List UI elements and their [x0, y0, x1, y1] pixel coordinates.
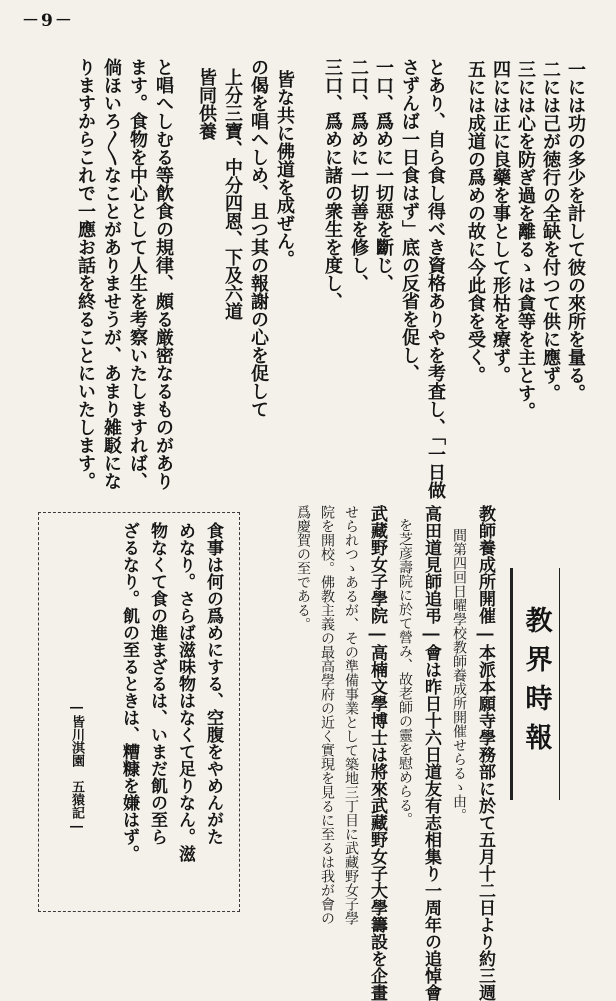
news-item-8: 爲慶賀の至である。: [295, 505, 311, 631]
news-item-1: 教師養成所開催―本派本願寺學務部に於て五月十二日より約三週: [475, 505, 495, 1001]
main-line-1: 一には功の多少を計して彼の來所を量る。: [565, 60, 586, 402]
main-line-12: の偈を唱へしめ、且つ其の報謝の心を促して: [248, 58, 269, 418]
main-line-15: と唱へしむる等飮食の規律、頗る厳密なるものがあり: [153, 58, 174, 490]
quote-line-1: 食事は何の爲めにする、空腹をやめんがた: [203, 522, 223, 845]
news-title-box: [510, 568, 560, 800]
main-line-14: 皆同供養: [196, 68, 217, 140]
page-number: －9－: [22, 11, 74, 31]
quote-line-2: めなり。さらば滋味物はなくて足りなん。滋: [175, 522, 195, 862]
main-line-10: 三口、爲めに諸の衆生を度し、: [322, 58, 343, 310]
news-item-5: 武藏野女子學院―高楠文學博士は將來武藏野女子大學籌設を企畫: [367, 505, 387, 1001]
news-item-7: 院を開校。佛教主義の最高學府の近く實現を見るに至るは我が會の: [319, 505, 335, 925]
news-item-3: 高田道見師追弔―會は昨日十六日道友有志相集り一周年の追悼會: [421, 505, 441, 1001]
main-line-4: 四には正に良藥を事として形枯を療ず。: [490, 60, 511, 384]
main-line-16: ます。食物を中心として人生を考察いたしますれば、: [127, 58, 148, 490]
news-item-2: 間第四回日曜學校教師養成所開催せらるゝ由。: [451, 528, 467, 822]
main-line-18: りますからこれで一應お話を終ることにいたします。: [75, 58, 96, 490]
news-title: 教界時報: [520, 606, 552, 762]
main-line-6: とあり、自ら食し得べき資格ありやを考査し、「一日做: [425, 58, 446, 499]
quote-line-3: 物なくて食の進まざるは、いまだ飢の至ら: [147, 522, 167, 845]
main-line-11: 皆な共に佛道を成ぜん。: [274, 70, 295, 268]
main-line-13: 上分三寶、中分四恩、下及六道: [222, 68, 243, 320]
main-line-17: 倘ほいろ〳〵なことがありませうが、あまり雑駁にな: [101, 58, 122, 490]
news-item-6: せられつゝあるが、その準備事業として築地三丁目に武藏野女子學: [343, 505, 359, 925]
main-line-9: 二口、爲めに一切善を修し、: [348, 58, 369, 292]
main-line-8: 一口、爲めに一切惡を斷じ、: [373, 58, 394, 292]
main-line-5: 五には成道の爲めの故に今此食を受く。: [465, 60, 486, 384]
main-line-2: 二には己が徳行の全缺を付つて供に應ず。: [540, 60, 561, 402]
main-line-3: 三には心を防ぎ過を離るゝは貪等を主とす。: [515, 60, 536, 420]
main-line-7: さずんば一日食はず」底の反省を促し、: [399, 58, 420, 382]
quote-attribution: ―皆川淇園 五猿記―: [69, 700, 84, 834]
news-item-4: を芝彦壽院に於て營み、故老師の靈を慰めらる。: [397, 518, 413, 826]
quote-line-4: ざるなり。飢の至るときは、糟糠を嫌はず。: [119, 522, 139, 862]
